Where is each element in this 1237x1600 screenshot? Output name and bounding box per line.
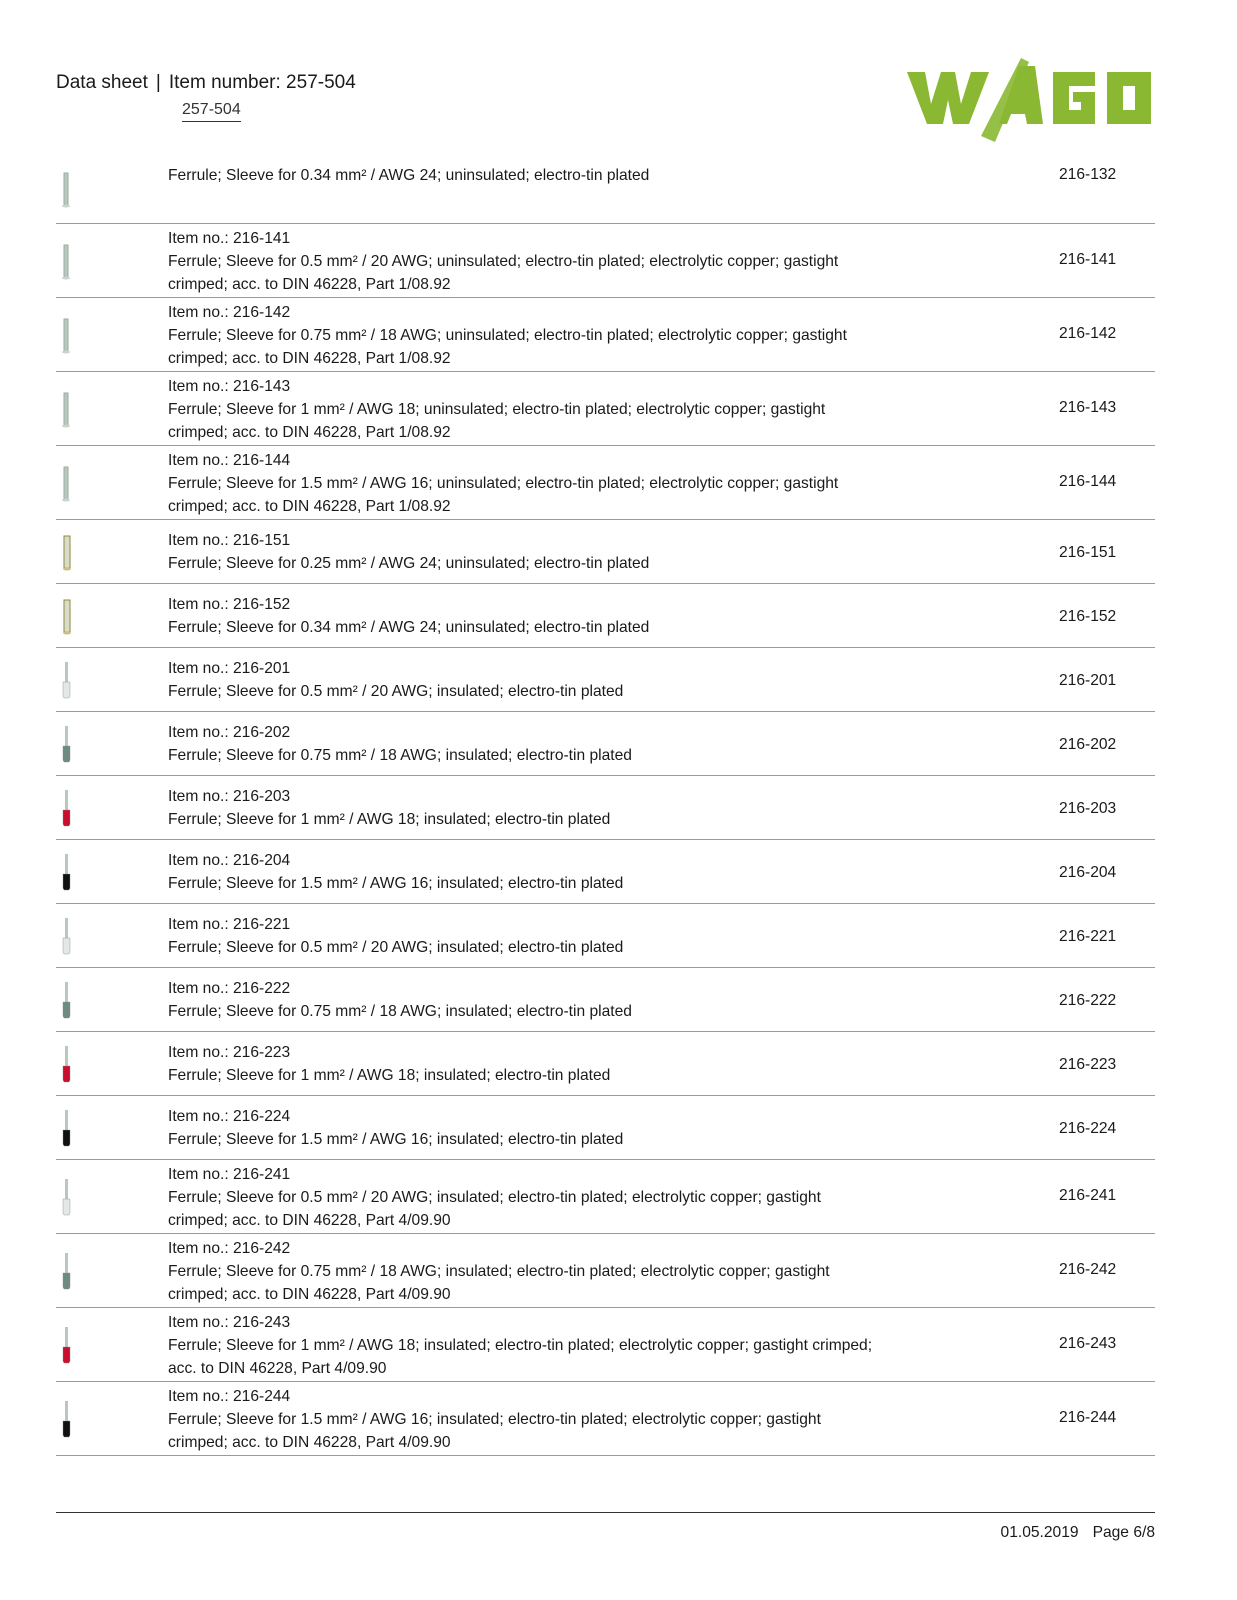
item-description: [168, 1237, 948, 1306]
description-line: Ferrule; Sleeve for 0.34 mm² / AWG 24; uninsulated; electro-tin plated: [168, 167, 650, 184]
table-row: [56, 446, 1155, 520]
item-description: [168, 1311, 948, 1380]
item-code: 216-201: [1059, 672, 1117, 689]
table-row: [56, 150, 1155, 224]
description-line: Ferrule; Sleeve for 1.5 mm² / AWG 16; insulated; electro-tin plated: [168, 1131, 624, 1148]
table-row: [56, 584, 1155, 648]
item-number-label: Item no.: 216-201: [168, 660, 291, 677]
footer-divider: [56, 1512, 1155, 1513]
item-code: 216-202: [1059, 736, 1117, 753]
ferrule-brass-icon: [56, 596, 84, 636]
ferrule-uninsulated-icon: [56, 241, 84, 281]
item-code: 216-203: [1059, 800, 1117, 817]
item-number-label: Item no.: 216-151: [168, 532, 291, 549]
table-row: [56, 1308, 1155, 1382]
table-row: [56, 1234, 1155, 1308]
item-description: [168, 849, 948, 895]
item-number-label: Item no.: 216-242: [168, 1239, 291, 1257]
item-description: [168, 227, 948, 296]
item-number-label: Item no.: 216-244: [168, 1387, 291, 1405]
item-code: 216-242: [1059, 1261, 1117, 1278]
ferrule-red-icon: [56, 788, 84, 828]
ferrule-black-icon: [56, 852, 84, 892]
footer-date: 01.05.2019: [1000, 1524, 1079, 1541]
ferrule-uninsulated-icon: [56, 389, 84, 429]
item-code: 216-204: [1059, 864, 1117, 881]
description-line: crimped; acc. to DIN 46228, Part 1/08.92: [168, 349, 451, 367]
table-row: [56, 1382, 1155, 1456]
table-row: [56, 968, 1155, 1032]
table-row: [56, 776, 1155, 840]
item-code: 216-152: [1059, 608, 1117, 625]
ferrule-red-icon: [56, 1325, 84, 1365]
item-number-label: Item no.: 216-224: [168, 1108, 291, 1125]
table-row: [56, 298, 1155, 372]
table-row: [56, 904, 1155, 968]
item-code: 216-142: [1059, 325, 1117, 342]
description-line: crimped; acc. to DIN 46228, Part 4/09.90: [168, 1433, 451, 1451]
footer: [987, 1524, 1155, 1542]
item-code: 216-132: [1059, 166, 1117, 183]
description-line: crimped; acc. to DIN 46228, Part 1/08.92: [168, 497, 451, 515]
description-line: Ferrule; Sleeve for 0.5 mm² / 20 AWG; uninsulated; electro-tin plated; electrolytic copper; gastight: [168, 252, 839, 270]
item-code: 216-221: [1059, 928, 1117, 945]
item-code: 216-223: [1059, 1056, 1117, 1073]
description-line: Ferrule; Sleeve for 0.5 mm² / 20 AWG; insulated; electro-tin plated: [168, 683, 624, 700]
item-code: 216-243: [1059, 1335, 1117, 1352]
item-description: [168, 449, 948, 518]
item-description: [168, 913, 948, 959]
title-right: Item number: 257-504: [168, 72, 356, 93]
table-row: [56, 712, 1155, 776]
accessory-table: [56, 150, 1155, 1456]
description-line: crimped; acc. to DIN 46228, Part 1/08.92: [168, 423, 451, 441]
ferrule-black-icon: [56, 1108, 84, 1148]
item-number-label: Item no.: 216-243: [168, 1313, 291, 1331]
item-link[interactable]: 257-504: [182, 101, 241, 122]
item-code: 216-244: [1059, 1409, 1117, 1426]
item-number-label: Item no.: 216-241: [168, 1165, 291, 1183]
item-number-label: Item no.: 216-203: [168, 788, 291, 805]
description-line: Ferrule; Sleeve for 0.34 mm² / AWG 24; uninsulated; electro-tin plated: [168, 619, 650, 636]
description-line: Ferrule; Sleeve for 1.5 mm² / AWG 16; insulated; electro-tin plated: [168, 875, 624, 892]
item-description: [168, 529, 948, 575]
ferrule-white-icon: [56, 1177, 84, 1217]
description-line: acc. to DIN 46228, Part 4/09.90: [168, 1359, 387, 1377]
item-description: [168, 657, 948, 703]
description-line: Ferrule; Sleeve for 1 mm² / AWG 18; uninsulated; electro-tin plated; electrolytic copper; gastight: [168, 400, 826, 418]
item-number-label: Item no.: 216-152: [168, 596, 291, 613]
item-description: [168, 375, 948, 444]
item-description: [168, 1163, 948, 1232]
description-line: Ferrule; Sleeve for 1 mm² / AWG 18; insulated; electro-tin plated: [168, 1067, 611, 1084]
description-line: Ferrule; Sleeve for 0.25 mm² / AWG 24; uninsulated; electro-tin plated: [168, 555, 650, 572]
description-line: Ferrule; Sleeve for 1.5 mm² / AWG 16; insulated; electro-tin plated; electrolytic copper; gastight: [168, 1410, 821, 1428]
title-separator: |: [155, 72, 161, 93]
description-line: Ferrule; Sleeve for 1.5 mm² / AWG 16; uninsulated; electro-tin plated; electrolytic copper; gastight: [168, 474, 839, 492]
item-code: 216-151: [1059, 544, 1117, 561]
ferrule-brass-icon: [56, 532, 84, 572]
item-code: 216-144: [1059, 473, 1117, 490]
description-line: crimped; acc. to DIN 46228, Part 4/09.90: [168, 1211, 451, 1229]
item-description: [168, 593, 948, 639]
item-number-label: Item no.: 216-202: [168, 724, 291, 741]
item-description: [168, 1105, 948, 1151]
item-description: [168, 785, 948, 831]
ferrule-grey-icon: [56, 724, 84, 764]
title-left: Data sheet: [56, 72, 148, 93]
item-number-label: Item no.: 216-141: [168, 229, 291, 247]
ferrule-white-icon: [56, 660, 84, 700]
description-line: Ferrule; Sleeve for 0.75 mm² / 18 AWG; insulated; electro-tin plated: [168, 747, 632, 764]
description-line: Ferrule; Sleeve for 0.75 mm² / 18 AWG; insulated; electro-tin plated; electrolytic copper; gastight: [168, 1262, 830, 1280]
item-number-label: Item no.: 216-143: [168, 377, 291, 395]
ferrule-white-icon: [56, 916, 84, 956]
item-description: [168, 1385, 948, 1454]
ferrule-uninsulated-icon: [56, 169, 84, 209]
item-description: [168, 301, 948, 370]
description-line: Ferrule; Sleeve for 0.5 mm² / 20 AWG; insulated; electro-tin plated; electrolytic copper; gastight: [168, 1188, 821, 1206]
description-line: Ferrule; Sleeve for 1 mm² / AWG 18; insulated; electro-tin plated; electrolytic copper; gastight crimped;: [168, 1336, 873, 1354]
item-code: 216-143: [1059, 399, 1117, 416]
page-title: [56, 72, 356, 94]
description-line: crimped; acc. to DIN 46228, Part 1/08.92: [168, 275, 451, 293]
item-number-label: Item no.: 216-204: [168, 852, 291, 869]
table-row: [56, 224, 1155, 298]
description-line: Ferrule; Sleeve for 0.75 mm² / 18 AWG; uninsulated; electro-tin plated; electrolytic copper; gastight: [168, 326, 847, 344]
description-line: Ferrule; Sleeve for 0.75 mm² / 18 AWG; insulated; electro-tin plated: [168, 1003, 632, 1020]
item-number-label: Item no.: 216-222: [168, 980, 291, 997]
item-number-label: Item no.: 216-223: [168, 1044, 291, 1061]
table-row: [56, 372, 1155, 446]
item-number-label: Item no.: 216-144: [168, 451, 291, 469]
ferrule-uninsulated-icon: [56, 315, 84, 355]
table-row: [56, 1160, 1155, 1234]
item-code: 216-241: [1059, 1187, 1117, 1204]
item-description: [168, 164, 948, 187]
table-row: [56, 648, 1155, 712]
item-number-label: Item no.: 216-221: [168, 916, 291, 933]
item-code: 216-141: [1059, 251, 1117, 268]
item-description: [168, 977, 948, 1023]
table-row: [56, 520, 1155, 584]
ferrule-grey-icon: [56, 980, 84, 1020]
item-description: [168, 721, 948, 767]
description-line: Ferrule; Sleeve for 1 mm² / AWG 18; insulated; electro-tin plated: [168, 811, 611, 828]
footer-page: Page 6/8: [1092, 1524, 1155, 1541]
wago-logo: [903, 58, 1155, 142]
table-row: [56, 840, 1155, 904]
description-line: Ferrule; Sleeve for 0.5 mm² / 20 AWG; insulated; electro-tin plated: [168, 939, 624, 956]
item-description: [168, 1041, 948, 1087]
ferrule-black-icon: [56, 1399, 84, 1439]
item-code: 216-222: [1059, 992, 1117, 1009]
ferrule-grey-icon: [56, 1251, 84, 1291]
ferrule-red-icon: [56, 1044, 84, 1084]
ferrule-uninsulated-icon: [56, 463, 84, 503]
item-number-label: Item no.: 216-142: [168, 303, 291, 321]
table-row: [56, 1096, 1155, 1160]
table-row: [56, 1032, 1155, 1096]
item-code: 216-224: [1059, 1120, 1117, 1137]
description-line: crimped; acc. to DIN 46228, Part 4/09.90: [168, 1285, 451, 1303]
